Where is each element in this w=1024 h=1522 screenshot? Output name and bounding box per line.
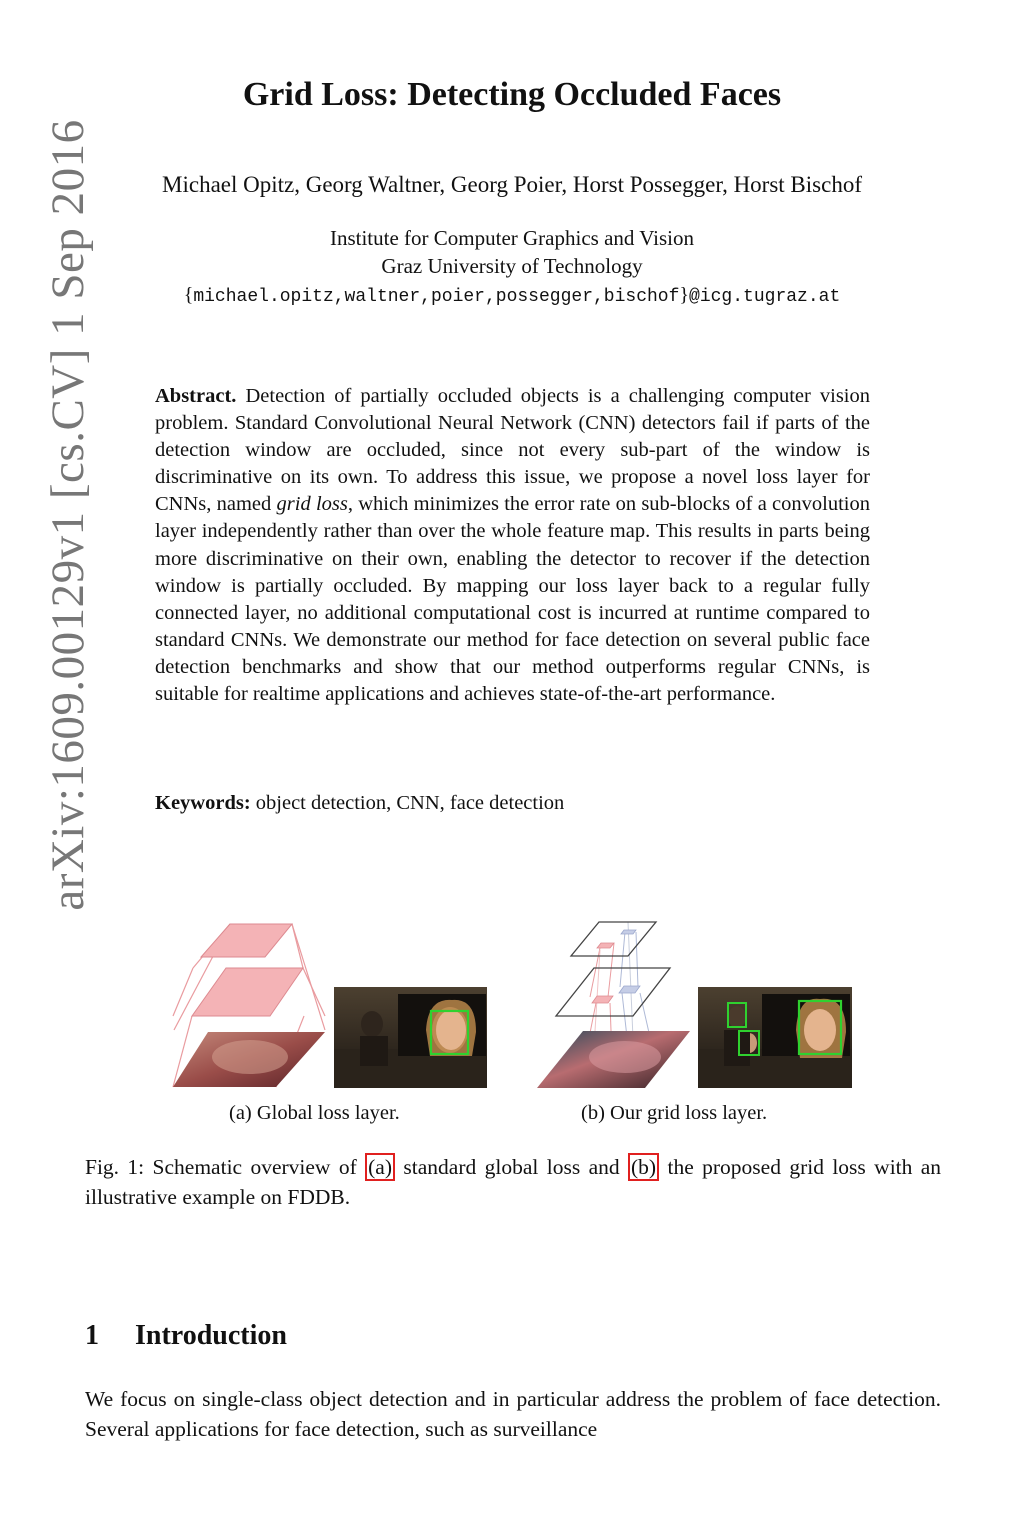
subfigure-link-b[interactable]: (b) <box>628 1153 659 1181</box>
global-loss-input-face <box>173 1032 325 1087</box>
grid-loss-input-face <box>537 1031 690 1088</box>
author-list: Michael Opitz, Georg Waltner, Georg Poier, Horst Possegger, Horst Bischof <box>162 172 862 197</box>
grid-loss-middle-block-red <box>592 996 613 1003</box>
grid-loss-middle-block-blue <box>619 986 640 993</box>
grid-loss-face-highlight <box>589 1041 661 1073</box>
grid-loss-detection-box-3 <box>799 1001 841 1054</box>
abstract-text-part1: Detection of partially occluded objects is a challenging computer vision problem. Standard Convolutional Neural Network (CNN) detectors fail if parts of the detection window are occluded, since not every sub-part of the window is discriminative on its own. To address this issue, we propose a novel loss layer for CNNs, named <box>155 385 871 516</box>
global-loss-example-frame <box>334 987 487 1088</box>
caption-mid: standard global loss and <box>403 1155 620 1179</box>
subcaption-a: (a) Global loss layer. <box>229 1102 400 1124</box>
paper-title: Grid Loss: Detecting Occluded Faces <box>242 76 782 113</box>
section-heading-introduction <box>85 1320 287 1352</box>
global-loss-face-highlight <box>212 1040 288 1074</box>
subfigure-link-a[interactable]: (a) <box>365 1153 395 1181</box>
caption-prefix: Fig. 1: Schematic overview of <box>85 1155 357 1179</box>
grid-loss-example-frame <box>698 987 852 1088</box>
grid-loss-top-block-blue <box>621 930 636 934</box>
grid-loss-top-layer <box>571 922 656 956</box>
keywords <box>155 790 870 817</box>
email-brace-open: { <box>183 284 194 306</box>
global-loss-middle-layer <box>192 968 303 1016</box>
abstract-term: grid loss <box>276 493 348 516</box>
email-users: michael.opitz,waltner,poier,possegger,bischof <box>193 287 680 307</box>
grid-loss-detection-box-2 <box>739 1031 759 1055</box>
keywords-label: Keywords: <box>155 792 251 814</box>
introduction-paragraph: We focus on single-class object detection and in particular address the problem of face detection. Several applications for face detection, such as surveillance <box>85 1387 941 1441</box>
email-brace-close: } <box>679 284 690 306</box>
grid-loss-connectors <box>585 922 652 1085</box>
global-loss-detection-box <box>431 1011 468 1054</box>
figure-caption <box>85 1152 941 1212</box>
abstract <box>155 383 870 708</box>
abstract-label: Abstract. <box>155 385 237 407</box>
global-loss-connectors <box>173 924 325 1087</box>
abstract-text-part2: , which minimizes the error rate on sub-blocks of a convolution layer independently rather than over the whole feature map. This results in parts being more discriminative on their own, enabling the detector to recover if the detection window is partially occluded. By mapping our loss layer back to a regular fully connected layer, no additional computational cost is incurred at runtime compared to standard CNNs. We demonstrate our method for face detection on several public face detection benchmarks and show that our method outperforms regular CNNs, is suitable for realtime applications and achieves state-of-the-art performance. <box>155 493 870 706</box>
section-number: 1 <box>85 1320 99 1351</box>
author-emails <box>0 284 1024 307</box>
keywords-text: object detection, CNN, face detection <box>255 792 565 814</box>
subcaption-b: (b) Our grid loss layer. <box>581 1102 768 1124</box>
global-loss-top-layer <box>201 924 292 957</box>
caption-suffix: the proposed grid loss with an illustrative example on FDDB. <box>85 1155 942 1209</box>
grid-loss-top-block-red <box>597 943 614 948</box>
affiliation-university: Graz University of Technology <box>381 254 643 278</box>
grid-loss-detection-box-1 <box>728 1003 746 1027</box>
arxiv-identifier-stamp: arXiv:1609.00129v1 [cs.CV] 1 Sep 2016 <box>42 119 94 911</box>
email-domain: @icg.tugraz.at <box>689 287 841 307</box>
grid-loss-middle-layer <box>556 968 670 1016</box>
section-title: Introduction <box>135 1320 287 1351</box>
affiliation-institute: Institute for Computer Graphics and Vision <box>329 226 695 250</box>
